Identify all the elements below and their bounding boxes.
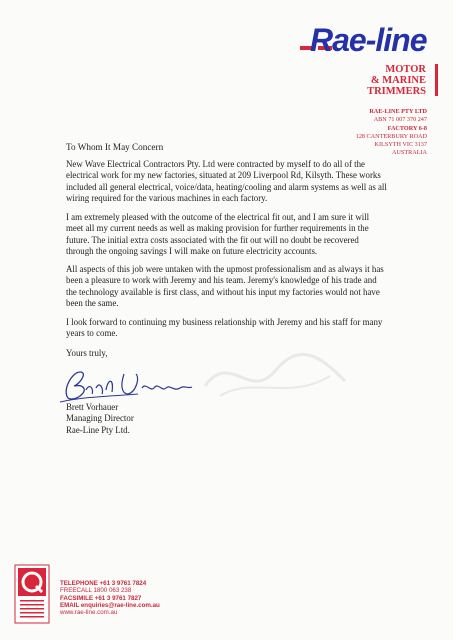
closing: Yours truly, [66, 348, 108, 358]
footer-website[interactable]: www.rae-line.com.au [60, 609, 118, 617]
salutation: To Whom It May Concern [66, 142, 164, 152]
body-paragraph: I look forward to continuing my business relationship with Jeremy and his staff for many years to come. [66, 317, 383, 339]
body-paragraph: New Wave Electrical Contractors Pty. Ltd were contracted by myself to do all of the electrical work for my new factories, situated at 209 Liverpool Rd, Kilsyth. These works included all general electrical, voice/data, heating/cooling and alarm systems as well as all wiring required for the various machines in each factory. [66, 159, 387, 204]
rae-line-logo [300, 12, 440, 108]
signer-company: Rae-Line Pty Ltd. [66, 424, 130, 435]
logo-wordmark: Rae-line [310, 22, 427, 58]
signer-title: Managing Director [66, 413, 134, 424]
company-address-block [356, 108, 427, 158]
footer-freecall: FREECALL 1800 063 238 [60, 587, 132, 595]
company-abn: ABN 71 007 370 247 [373, 116, 427, 124]
footer-contact-block [60, 580, 160, 616]
company-street: 128 CANTERBURY ROAD [355, 132, 427, 140]
footer-telephone: TELEPHONE +61 3 9761 7824 [60, 580, 147, 587]
footer-facsimile: FACSIMILE +61 3 9761 7827 [60, 594, 142, 602]
footer-email[interactable]: EMAIL enquiries@rae-line.com.au [60, 601, 160, 609]
company-name: RAE-LINE PTY LTD [369, 108, 427, 115]
quality-certification-logo [14, 564, 50, 624]
company-country: AUSTRALIA [391, 149, 427, 157]
logo-tagline: MOTOR & MARINE TRIMMERS [367, 64, 426, 97]
signoff-block [66, 402, 134, 436]
company-factory: FACTORY 6-8 [387, 124, 427, 132]
signer-name: Brett Vorhauer [66, 402, 119, 412]
body-paragraph: All aspects of this job were untaken with the upmost professionalism and as always it has been a pleasure to work with Jeremy and his team. Jeremy's knowledge of his trade and the technology available is first class, and without his input my factories would not have been the same. [66, 264, 384, 309]
watermark-flourish [200, 346, 350, 406]
logo-vertical-bar [435, 64, 438, 96]
body-paragraph: I am extremely pleased with the outcome of the electrical fit out, and I am sure it will meet all my current needs as well as making provision for further requirements in the future. The initial extra costs associated with the fit out will no doubt be recovered through the ongoing savings I will make on future electricity accounts. [66, 212, 370, 257]
company-suburb: KILSYTH VIC 3137 [374, 141, 427, 149]
